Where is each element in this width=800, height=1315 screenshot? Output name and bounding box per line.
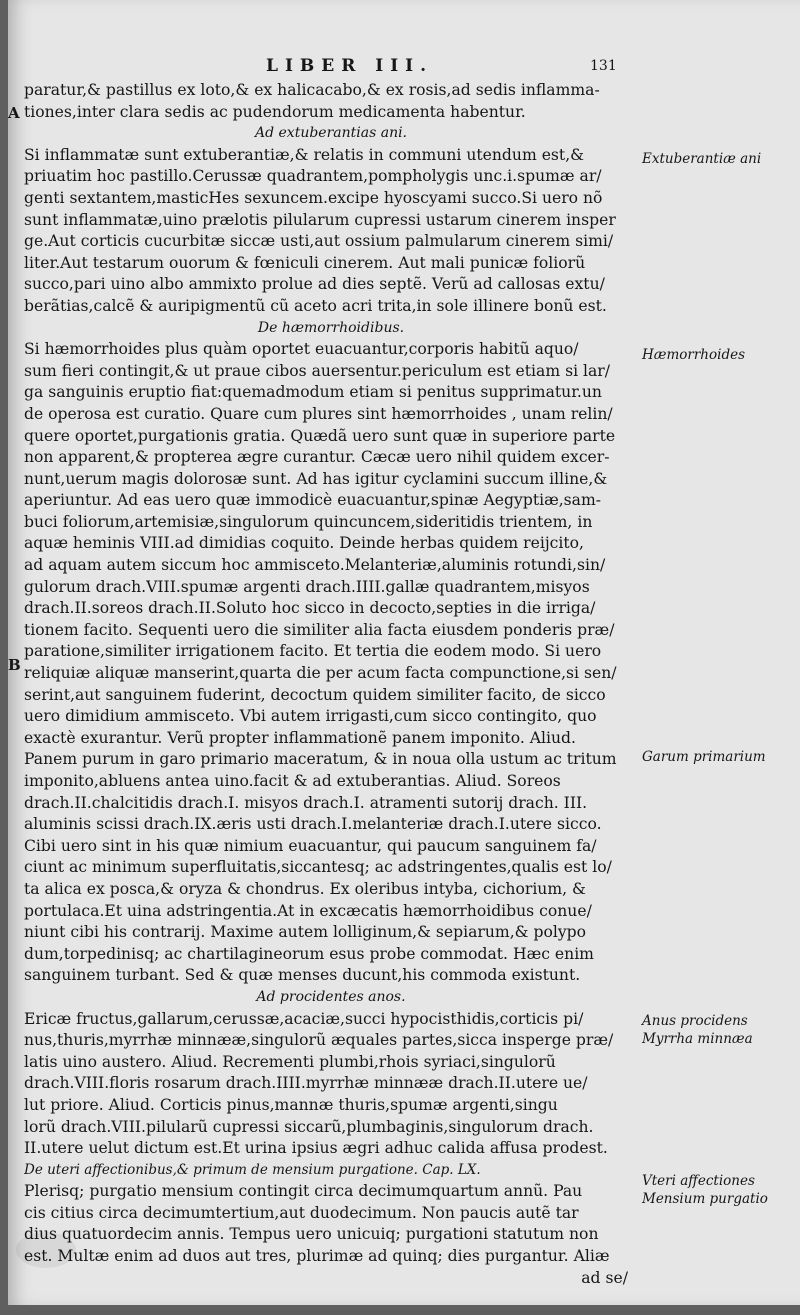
text-line: liter.Aut testarum ouorum & fœniculi cinerem. Aut mali punicæ foliorũ	[24, 253, 586, 272]
text-line: Si inflammatæ sunt extuberantiæ,& relatis in communi utendum est,&	[24, 145, 585, 164]
text-line: genti sextantem,masticHes sexuncem.excipe hyoscyami succo.Si uero nõ	[24, 188, 603, 207]
running-title: LIBER III.	[266, 56, 434, 76]
text-line: drach.VIII.floris rosarum drach.IIII.myrrhæ minnææ drach.II.utere ue/	[24, 1074, 588, 1093]
text-line: ge.Aut corticis cucurbitæ siccæ usti,aut ossium palmularum cinerem simi/	[24, 232, 614, 251]
text-line: gulorum drach.VIII.spumæ argenti drach.IIII.gallæ quadrantem,misyos	[24, 577, 590, 596]
section-heading: Ad extuberantias ani.	[254, 125, 408, 142]
text-line: II.utere uelut dictum est.Et urina ipsius ægri adhuc calida affusa prodest.	[24, 1139, 608, 1158]
text-line: buci foliorum,artemisiæ,singulorum quincuncem,sideritidis trientem, in	[24, 512, 593, 531]
text-line: nunt,uerum magis dolorosæ sunt. Ad has igitur cyclamini succum illine,&	[24, 469, 608, 488]
text-line: drach.II.soreos drach.II.Soluto hoc sicco in decocto,septies in die irriga/	[24, 599, 596, 618]
text-line: latis uino austero. Aliud. Recrementi plumbi,rhois syriaci,singulorũ	[24, 1052, 556, 1071]
text-line: sunt inflammatæ,uino prælotis pilularum cupressi ustarum cinerem insper	[24, 210, 616, 229]
text-line: quere oportet,purgationis gratia. Quædã uero sunt quæ in superiore parte	[24, 426, 616, 445]
text-line: lut priore. Aliud. Corticis pinus,mannæ thuris,spumæ argenti,singu	[24, 1095, 558, 1114]
text-line: niunt cibi his contrarij. Maxime autem lolliginum,& sepiarum,& polypo	[24, 923, 587, 942]
text-line: sanguinem turbant. Sed & quæ menses ducunt,his commoda existunt.	[24, 966, 581, 985]
page-number: 131	[590, 58, 617, 74]
margin-note-garum: Garum primarium	[642, 749, 766, 765]
text-line: de operosa est curatio. Quare cum plures sint hæmorrhoides , unam relin/	[24, 404, 613, 423]
text-line: cis citius circa decimumtertium,aut duodecimum. Non paucis autẽ tar	[24, 1203, 579, 1222]
text-line: imponito,abluens antea uino.facit & ad extuberantias. Aliud. Soreos	[24, 772, 561, 790]
text-line: Si hæmorrhoides plus quàm oportet euacuantur,corporis habitũ aquo/	[24, 340, 579, 359]
text-line: nus,thuris,myrrhæ minnææ,singulorũ æquales partes,sicca insperge præ/	[24, 1031, 614, 1050]
text-line: aquæ heminis VIII.ad dimidias coquito. Deinde herbas quidem reijcito,	[24, 534, 584, 553]
text-line: tionem facito. Sequenti uero die similiter alia facta eiusdem ponderis præ/	[24, 620, 615, 639]
text-line: ad aquam autem siccum hoc ammisceto.Melanteriæ,aluminis rotundi,sin/	[24, 556, 606, 575]
text-line: portulaca.Et uina adstringentia.At in excæcatis hæmorrhoidibus conue/	[24, 901, 592, 920]
text-line: drach.II.chalcitidis drach.I. misyos drach.I. atramenti sutorij drach. III.	[24, 793, 588, 812]
text-line: paratione,similiter irrigationem facito. Et tertia die eodem modo. Si uero	[24, 642, 602, 661]
page-header	[8, 56, 800, 78]
section-heading: Ad procidentes anos.	[256, 988, 406, 1005]
text-line: ciunt ac minimum superfluitatis,siccantesq; ac adstringentes,qualis est lo/	[24, 858, 612, 877]
text-line: ga sanguinis eruptio fiat:quemadmodum etiam si penitus supprimatur.un	[24, 383, 602, 402]
margin-note-extuberantiae: Extuberantiæ ani	[642, 151, 762, 167]
text-line: sum fieri contingit,& ut praue cibos auersentur.periculum est etiam si lar/	[24, 361, 611, 380]
text-line: uero dimidium ammisceto. Vbi autem irrigasti,cum sicco contingito, quo	[24, 707, 597, 726]
text-line: serint,aut sanguinem fuderint, decoctum quidem similiter facito, de sicco	[24, 685, 606, 704]
text-line: tiones,inter clara sedis ac pudendorum medicamenta habentur.	[24, 102, 526, 121]
chapter-heading: De uteri affectionibus,& primum de mensium purgatione. Cap. LX.	[24, 1161, 481, 1178]
text-line: exactè exurantur. Verũ propter inflammationẽ panem imponito. Aliud.	[24, 728, 577, 747]
text-line: berãtias,calcẽ & auripigmentũ cũ aceto acri trita,in sole illinere bonũ est.	[24, 296, 607, 315]
margin-note-uteri: Vteri affectiones Mensium purgatio	[642, 1173, 768, 1207]
text-line: ta alica ex posca,& oryza & chondrus. Ex oleribus intyba, cichorium, &	[24, 879, 586, 898]
text-line: dius quatuordecim annis. Tempus uero unicuiq; purgationi statutum non	[24, 1225, 599, 1244]
catchword: ad se/	[581, 1268, 628, 1287]
text-line: est. Multæ enim ad duos aut tres, plurimæ ad quinq; dies purgantur. Aliæ	[24, 1247, 610, 1266]
text-line: reliquiæ aliquæ manserint,quarta die per acum facta compunctione,si sen/	[24, 664, 617, 683]
text-line: priuatim hoc pastillo.Cerussæ quadrantem,pompholygis unc.i.spumæ ar/	[24, 167, 602, 186]
text-line: succo,pari uino albo ammixto prolue ad dies septẽ. Verũ ad callosas extu/	[24, 275, 605, 294]
text-line: aperiuntur. Ad eas uero quæ immodicè euacuantur,spinæ Aegyptiæ,sam-	[24, 491, 602, 510]
text-line: dum,torpedinisq; ac chartilagineorum esus probe commodat. Hæc enim	[24, 944, 594, 963]
text-line: Cibi uero sint in his quæ nimium euacuantur, qui paucum sanguinem fa/	[24, 836, 597, 855]
signature-mark-a: A	[8, 104, 20, 122]
text-line: paratur,& pastillus ex loto,& ex halicacabo,& ex rosis,ad sedis inflamma-	[24, 81, 600, 99]
margin-note-anus-procidens: Anus procidens Myrrha minnæa	[642, 1013, 753, 1047]
signature-mark-b: B	[8, 656, 21, 674]
section-heading: De hæmorrhoidibus.	[257, 319, 405, 336]
text-line: Plerisq; purgatio mensium contingit circa decimumquartum annũ. Pau	[24, 1182, 583, 1201]
paper-stain	[16, 1232, 76, 1268]
text-line: lorũ drach.VIII.pilularũ cupressi siccarũ,plumbaginis,singulorum drach.	[24, 1117, 594, 1136]
text-line: Ericæ fructus,gallarum,cerussæ,acaciæ,succi hypocisthidis,corticis pi/	[24, 1009, 584, 1028]
text-line: non apparent,& propterea ægre curantur. Cæcæ uero nihil quidem excer-	[24, 448, 610, 467]
text-line: aluminis scissi drach.IX.æris usti drach.I.melanteriæ drach.I.utere sicco.	[24, 815, 602, 834]
text-column	[24, 80, 638, 1289]
text-line: Panem purum in garo primario maceratum, & in noua olla ustum ac tritum	[24, 750, 617, 769]
margin-note-haemorrhoides: Hæmorrhoides	[642, 347, 745, 363]
book-page	[8, 0, 800, 1305]
